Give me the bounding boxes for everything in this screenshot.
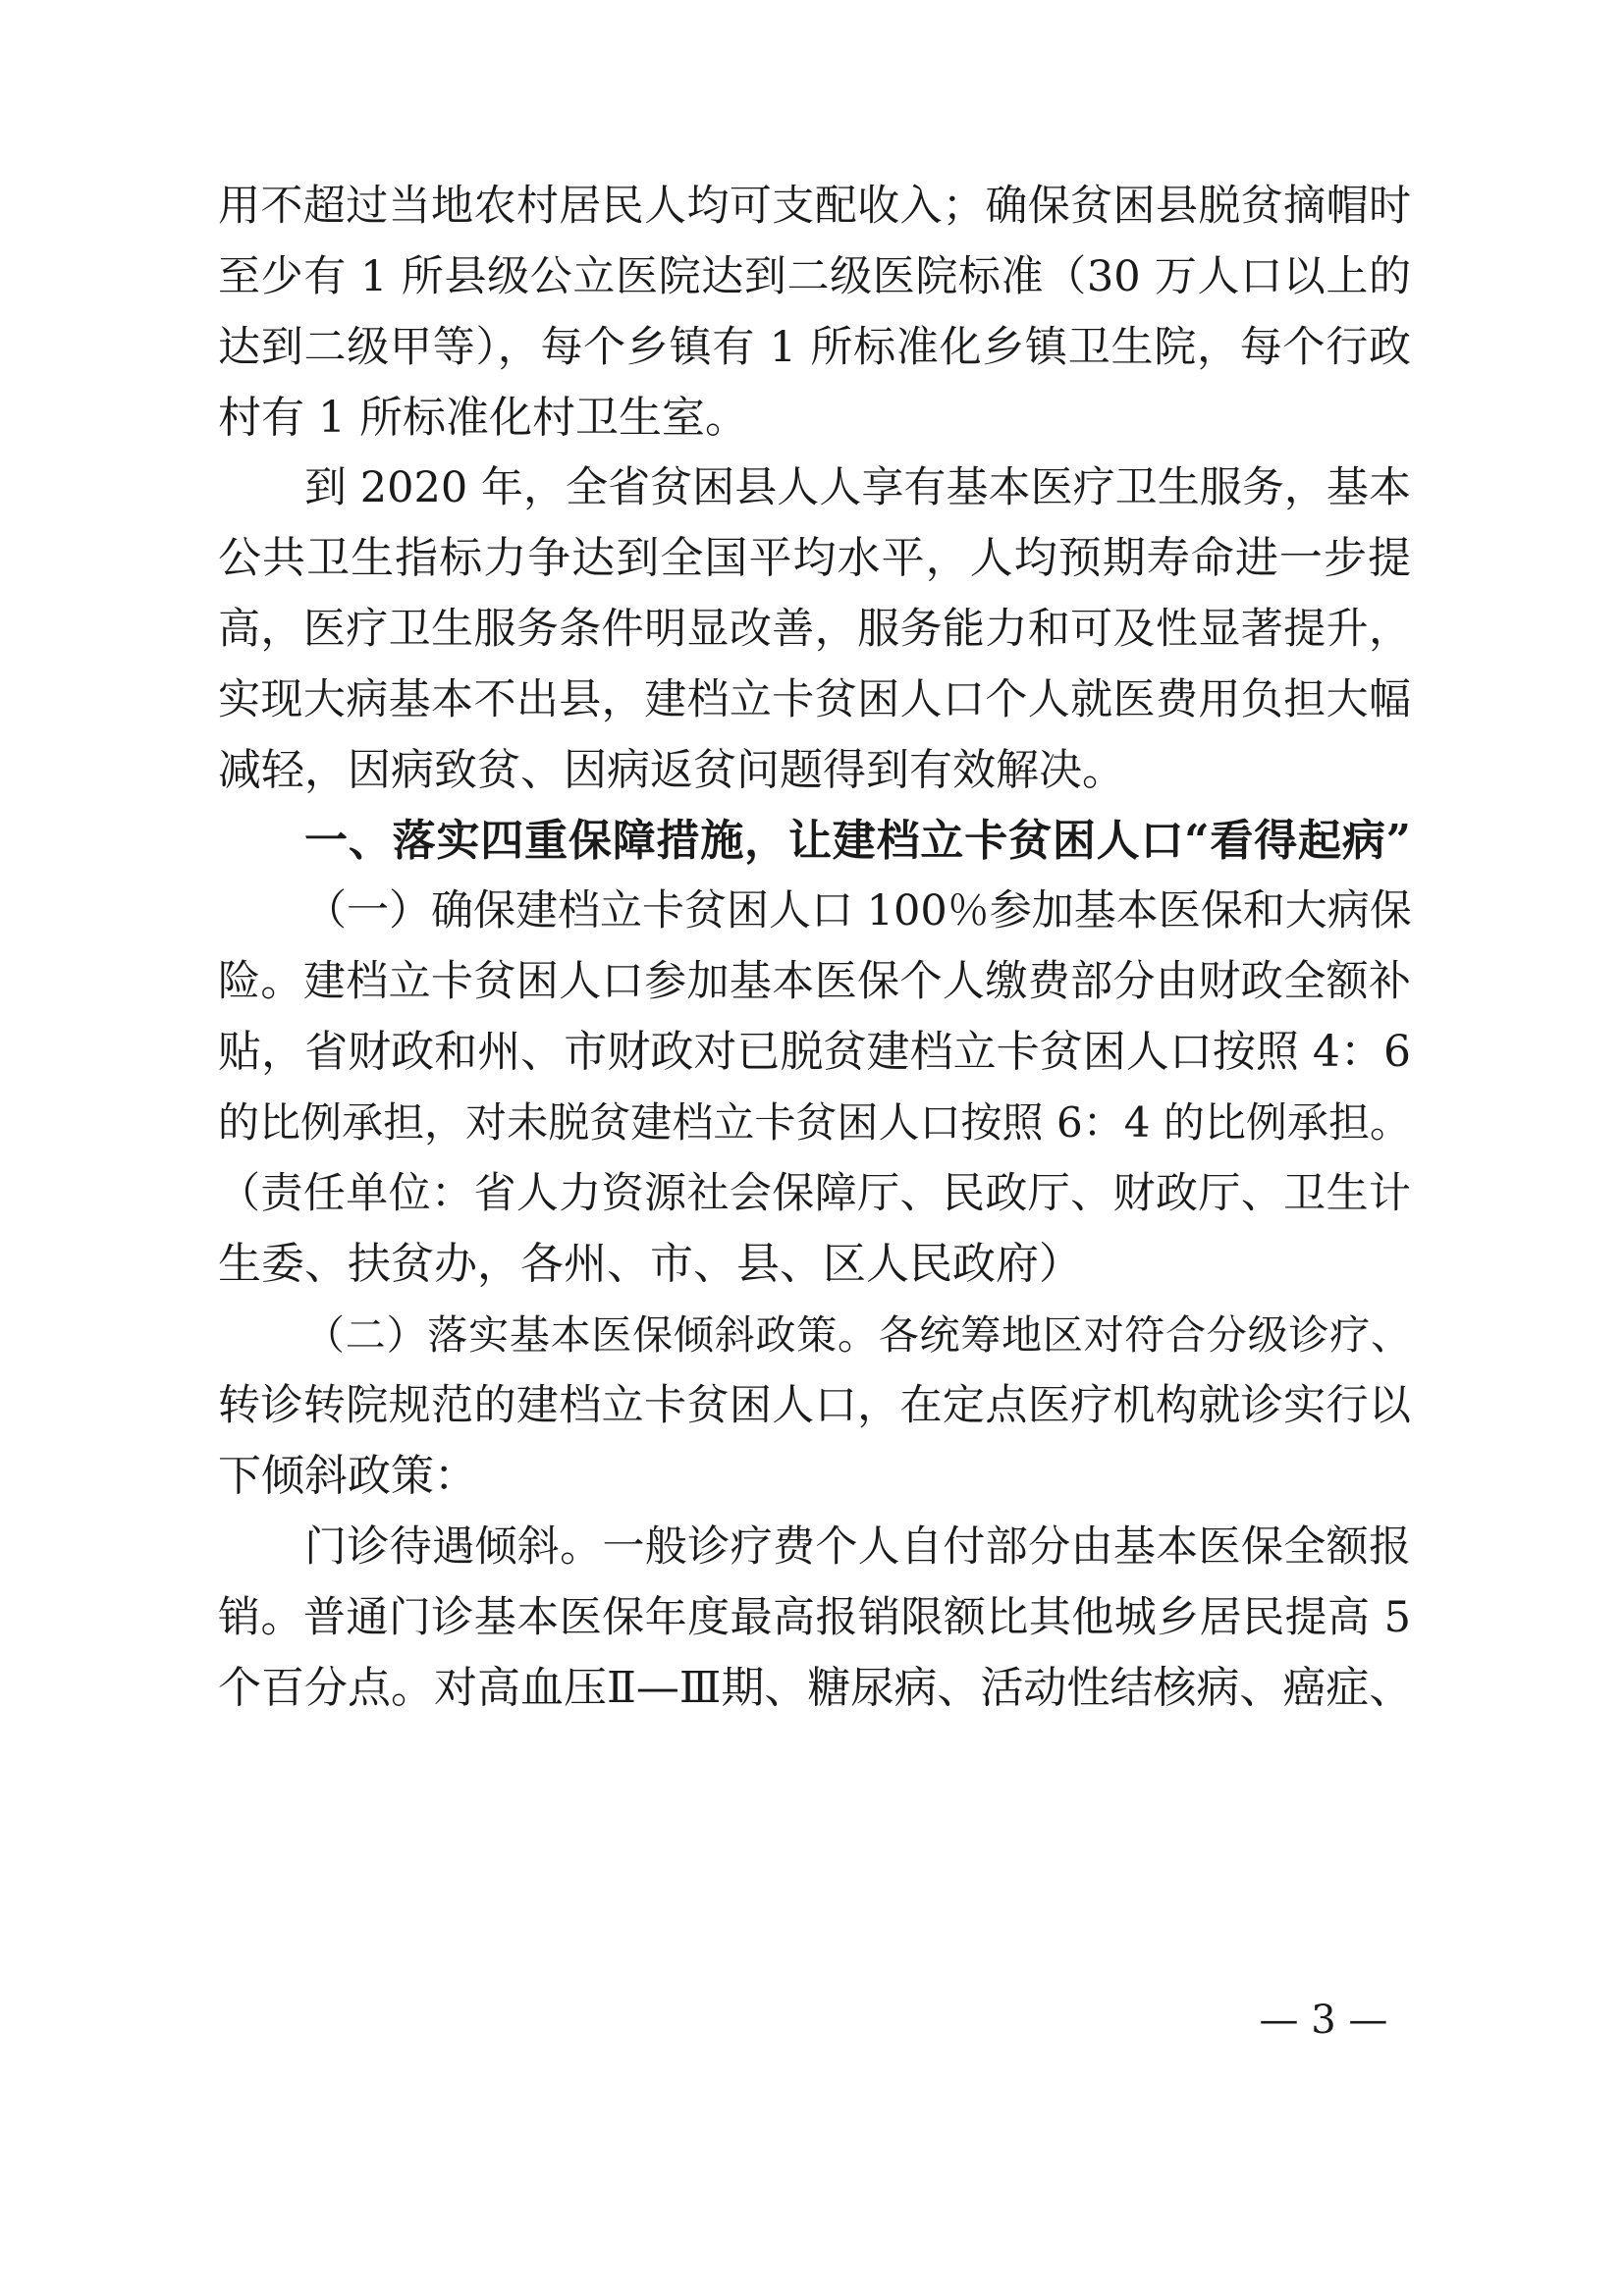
section-heading: 一、落实四重保障措施，让建档立卡贫困人口“看得起病” [304, 816, 1411, 866]
body-text-line: （责任单位：省人力资源社会保障厅、民政厅、财政厅、卫生计 [218, 1169, 1411, 1218]
body-text-line: （一）确保建档立卡贫困人口 100％参加基本医保和大病保 [304, 886, 1412, 935]
body-text-line: 到 2020 年，全省贫困县人人享有基本医疗卫生服务，基本 [304, 463, 1411, 512]
body-text-line: 险。建档立卡贫困人口参加基本医保个人缴费部分由财政全额补 [218, 957, 1411, 1006]
body-text-line: 转诊转院规范的建档立卡贫困人口，在定点医疗机构就诊实行以 [218, 1381, 1411, 1430]
body-text-line: 高，医疗卫生服务条件明显改善，服务能力和可及性显著提升， [218, 605, 1411, 654]
body-text-line: 村有 1 所标准化村卫生室。 [218, 393, 748, 443]
body-text-line: 公共卫生指标力争达到全国平均水平，人均预期寿命进一步提 [218, 533, 1411, 583]
body-text-line: 至少有 1 所县级公立医院达到二级医院标准（30 万人口以上的 [218, 252, 1411, 301]
page-number: — 3 — [1259, 1998, 1388, 2043]
body-text-line: 用不超过当地农村居民人均可支配收入；确保贫困县脱贫摘帽时 [218, 182, 1411, 231]
body-text-line: （二）落实基本医保倾斜政策。各统筹地区对符合分级诊疗、 [304, 1311, 1411, 1359]
body-text-line: 销。普通门诊基本医保年度最高报销限额比其他城乡居民提高 5 [218, 1593, 1411, 1642]
body-text-line: 的比例承担，对未脱贫建档立卡贫困人口按照 6：4 的比例承担。 [218, 1098, 1411, 1147]
body-text-line: 贴，省财政和州、市财政对已脱贫建档立卡贫困人口按照 4：6 [218, 1027, 1411, 1077]
body-text-line: 实现大病基本不出县，建档立卡贫困人口个人就医费用负担大幅 [218, 675, 1411, 724]
body-text-line: 达到二级甲等），每个乡镇有 1 所标准化乡镇卫生院，每个行政 [218, 323, 1411, 372]
body-text-line: 门诊待遇倾斜。一般诊疗费个人自付部分由基本医保全额报 [304, 1522, 1411, 1572]
body-text-line: 个百分点。对高血压Ⅱ—Ⅲ期、糖尿病、活动性结核病、癌症、 [218, 1663, 1413, 1713]
body-text-line: 下倾斜政策： [218, 1451, 477, 1501]
body-text-line: 减轻，因病致贫、因病返贫问题得到有效解决。 [218, 745, 1125, 795]
body-text-line: 生委、扶贫办，各州、市、县、区人民政府） [218, 1239, 1082, 1289]
